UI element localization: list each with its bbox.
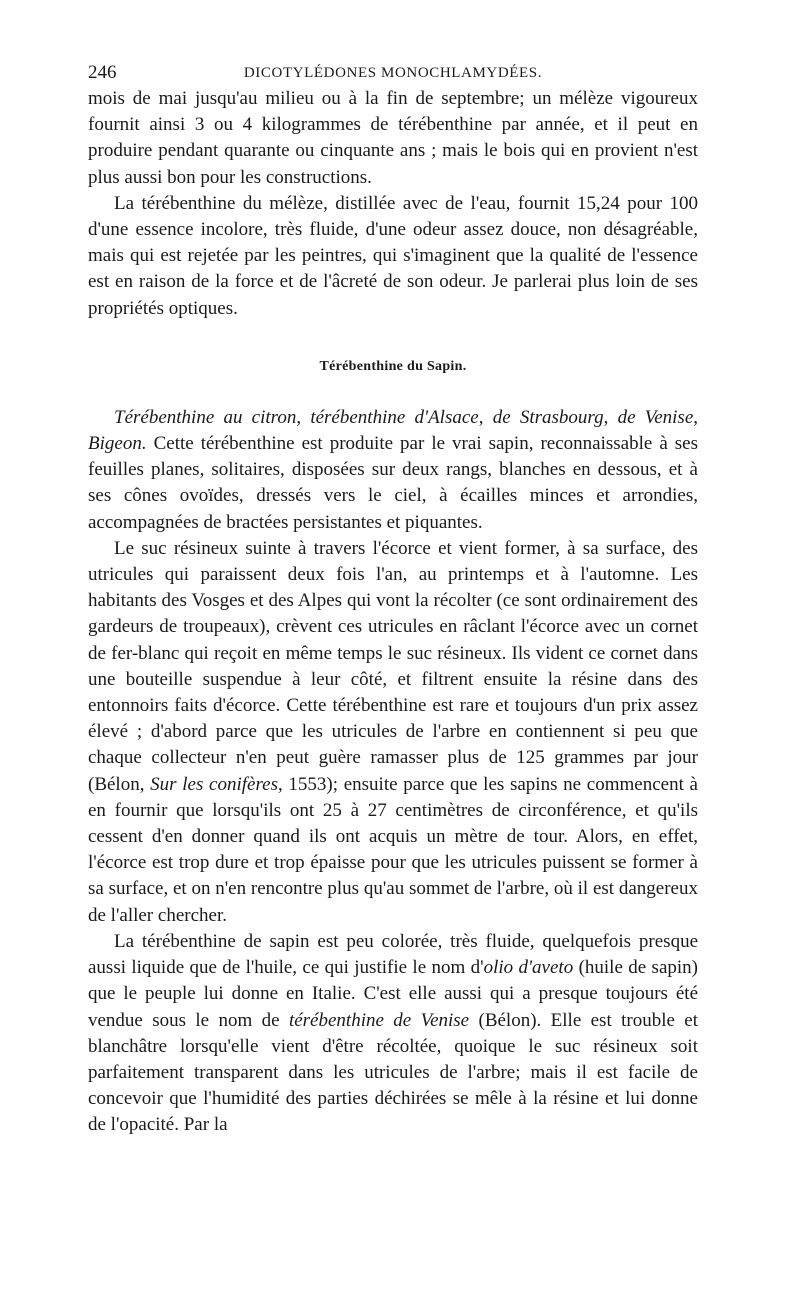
- paragraph-continued: mois de mai jusqu'au milieu ou à la fin de septembre; un mélèze vigoureux fournit ainsi 3 ou 4 kilogrammes de térébenthine par année, et il peut en produire pendant quarante ou cinquante ans ; mais le bois qui en provient n'est plus aussi bon pour les constructions.: [88, 88, 698, 188]
- text-run: (huile de sapin) que le peuple lui donne en Italie. C'est elle aussi qui a presque toujours été vendue sous le nom de: [88, 957, 698, 1031]
- italic-term: Térébenthine au citron: [114, 406, 297, 428]
- section-heading: Térébenthine du Sapin.: [319, 358, 467, 374]
- text-run: Cette térébenthine est produite par le vrai sapin, reconnaissable à ses feuilles planes, solitaires, disposées sur deux rangs, blanches en dessous, et à ses cônes ovoïdes, dressés vers le ciel, à écailles minces et arrondies, accompagnées de bractées persistantes et piquantes.: [88, 433, 698, 533]
- italic-term: Bigeon.: [88, 433, 147, 455]
- text-run: Le suc résineux suinte à travers l'écorce et vient former, à sa surface, des utricules qui paraissent deux fois l'an, au printemps et à l'automne. Les habitants des Vosges et des Alpes qui vont la récolter (ce sont ordinairement des gardeurs de troupeaux), crèvent ces utricules en râclant l'écorce avec un cornet de fer-blanc qui reçoit en même temps le suc résineux. Ils vident ce cornet dans une bouteille suspendue à leur côté, et filtrent ensuite la résine dans des entonnoirs faits d'écorce. Cette térébenthine est rare et toujours d'un prix assez élevé ; d'abord parce que les utricules de l'arbre en contiennent si peu que chaque collecteur n'en peut guère ramasser plus de 125 grammes par jour (Bélon,: [88, 537, 698, 795]
- text-run: , 1553); ensuite parce que les sapins ne commencent à en fournir que lorsqu'ils ont 25 à 27 centimètres de circonférence, et qu'ils cessent d'en donner quand ils ont acquis un mètre de tour. Alors, en effet, l'écorce est trop dure et trop épaisse pour que les utricules puissent se former à sa surface, et on n'en rencontre plus qu'au sommet de l'arbre, où il est dangereux de l'aller chercher.: [88, 773, 698, 926]
- italic-term: olio d'aveto: [483, 957, 574, 979]
- running-title: DICOTYLÉDONES MONOCHLAMYDÉES.: [243, 65, 543, 81]
- italic-term: de Strasbourg: [492, 406, 604, 428]
- paragraph-synonyms: [88, 405, 698, 536]
- text-run: ,: [603, 406, 618, 428]
- text-run: ,: [296, 406, 311, 428]
- text-run: ,: [478, 406, 493, 428]
- book-page: [88, 60, 698, 1139]
- text-run: ,: [693, 406, 698, 428]
- text-run: (Bélon). Elle est trouble et blanchâtre lorsqu'elle vient d'être récoltée, quoique le suc résineux soit parfaitement transparent dans les utricules de l'arbre; mais il est facile de concevoir que l'humidité des parties déchirées se mêle à la résine et lui donne de l'opacité. Par la: [88, 1009, 699, 1136]
- italic-citation: Sur les conifères: [150, 773, 278, 795]
- paragraph-meleze-distillation: La térébenthine du mélèze, distillée avec de l'eau, fournit 15,24 pour 100 d'une essence incolore, très fluide, d'une odeur assez douce, non désagréable, mais qui est rejetée par les peintres, qui s'imaginent que la qualité de l'essence est en raison de la force et de l'âcreté de son odeur. Je parlerai plus loin de ses propriétés optiques.: [88, 192, 698, 319]
- paragraph-properties: [88, 929, 698, 1139]
- paragraph-harvest: [88, 536, 698, 929]
- running-header: [88, 60, 698, 86]
- text-run: La térébenthine de sapin est peu colorée, très fluide, quelquefois presque aussi liquide que de l'huile, ce qui justifie le nom d': [88, 930, 698, 979]
- italic-term: térébenthine d'Alsace: [310, 406, 479, 428]
- page-number: 246: [88, 62, 117, 83]
- italic-term: térébenthine de Venise: [288, 1009, 470, 1031]
- italic-term: de Venise: [617, 406, 694, 428]
- body-text: [88, 86, 698, 1139]
